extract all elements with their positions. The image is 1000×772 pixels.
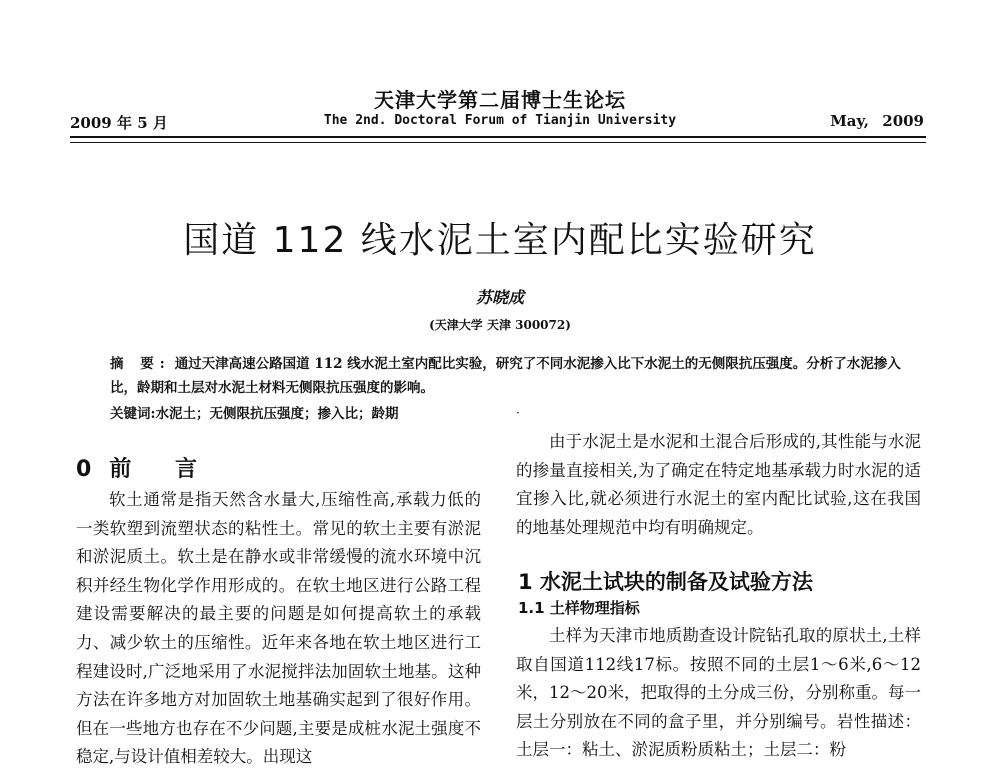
stray-mark: · [516,406,520,420]
issue-date-en: May, 2009 [830,112,924,130]
abstract [110,352,910,400]
journal-name-en: The 2nd. Doctoral Forum of Tianjin University [323,113,677,128]
keywords-text: 水泥土；无侧限抗压强度；掺入比；龄期 [155,406,399,422]
subsection-heading-1-1: 1.1 土样物理指标 [518,599,640,617]
author-affiliation: (天津大学 天津 300072) [429,318,571,332]
section-number: 0 [76,457,92,482]
journal-name-cn: 天津大学第二届博士生论坛 [374,88,626,112]
abstract-label: 摘 要: [110,356,171,372]
subsection-paragraph: 土样为天津市地质勘查设计院钻孔取的原状土,土样取自国道112线17标。按照不同的土层1～6米,6～12米，12～20米，把取得的土分成三份，分别称重。每一层土分别放在不同的盒子里，并分别编号。岩性描述：土层一：粘土、淤泥质粉质粘土；土层二：粉 [516,626,921,760]
section-heading-intro [76,452,215,483]
keywords-label: 关键词: [110,406,156,422]
abstract-text: 通过天津高速公路国道 112 线水泥土室内配比实验，研究了不同水泥掺入比下水泥土的无侧限抗压强度。分析了水泥掺入比，龄期和土层对水泥土材料无侧限抗压强度的影响。 [110,356,901,396]
intro-paragraph: 软土通常是指天然含水量大,压缩性高,承载力低的一类软塑到流塑状态的粘性土。常见的软土主要有淤泥和淤泥质土。软土是在静水或非常缓慢的流水环境中沉积并经生物化学作用形成的。在软土地区进行公路工程建设需要解决的最主要的问题是如何提高软土的承载力、减少软土的压缩性。近年来各地在软土地区进行工程建设时,广泛地采用了水泥搅拌法加固软土地基。这种方法在许多地方对加固软土地基确实起到了很好作用。但在一些地方也存在不少问题,主要是成桩水泥土强度不稳定,与设计值相差较大。出现这 [76,490,481,767]
issue-date-cn: 2009 年 5 月 [70,114,168,132]
author-name: 苏晓成 [475,288,524,307]
header-rule-thin [70,142,926,143]
right-paragraph: 由于水泥土是水泥和土混合后形成的,其性能与水泥的掺量直接相关,为了确定在特定地基承载力时水泥的适宜掺入比,就必须进行水泥土的室内配比试验,这在我国的地基处理规范中均有明确规定。 [516,432,921,537]
article-title: 国道 112 线水泥土室内配比实验研究 [183,220,817,261]
header-rule-thick [70,136,926,138]
section-title: 前 言 [109,457,215,482]
keywords [110,402,910,422]
section-heading-1: 1 水泥土试块的制备及试验方法 [518,570,813,594]
